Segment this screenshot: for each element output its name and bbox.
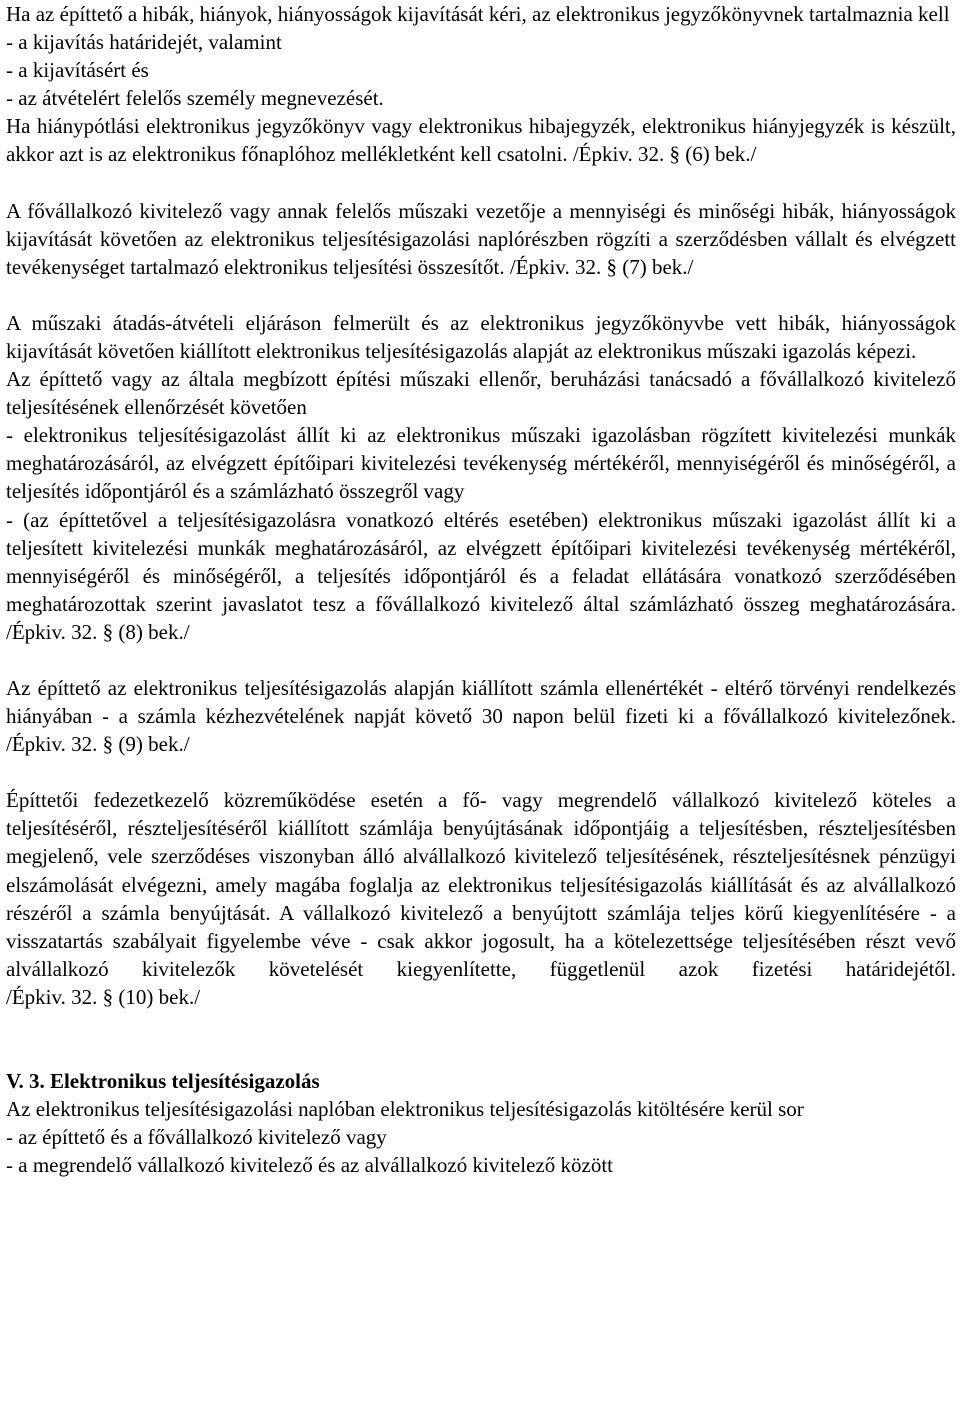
list-item-issue-technical-certificate	[6, 506, 956, 646]
list-item-contractor-subcontractor: - a megrendelő vállalkozó kivitelező és az alvállalkozó kivitelező között	[6, 1153, 614, 1178]
paragraph-defect-repair-intro: Ha az építtető a hibák, hiányok, hiányosságok kijavítását kéri, az elektronikus jegyzőkönyvnek tartalmaznia kell	[6, 2, 950, 26]
section-intro: Az elektronikus teljesítésigazolási naplóban elektronikus teljesítésigazolás kitöltésére kerül sor	[6, 1097, 804, 1122]
paragraph-escrow-manager	[6, 786, 956, 1011]
legal-reference: /Épkiv. 32. § (10) bek./	[6, 984, 201, 1009]
paragraph-payment-deadline-text: Az építtető az elektronikus teljesítésigazolás alapján kiállított számla ellenértékét - eltérő törvényi rendelkezés hiányában - a számla kézhezvételének napját követő 30 napon belül fizeti ki a fővállalkozó kivitelezőnek.	[6, 675, 956, 729]
paragraph-payment-deadline	[6, 674, 956, 758]
paragraph-inspector-duties: Az építtető vagy az általa megbízott építési műszaki ellenőr, beruházási tanácsadó a fővállalkozó kivitelező teljesítésének ellenőrzését követően	[6, 367, 956, 420]
legal-reference: /Épkiv. 32. § (8) bek./	[6, 619, 190, 644]
list-item-issue-certificate: - elektronikus teljesítésigazolást állít ki az elektronikus műszaki igazolásban rögzített kivitelezési munkák meghatározásáról, az elvégzett építőipari kivitelezési tevékenység mértékéről, mennyiségéről és minőségéről, a teljesítés időpontjáról és a számlázható összegről vagy	[6, 423, 956, 504]
legal-reference: /Épkiv. 32. § (7) bek./	[509, 254, 694, 279]
list-item-acceptance-responsible: - az átvételért felelős személy megnevezését.	[6, 86, 384, 111]
section-heading: V. 3. Elektronikus teljesítésigazolás	[6, 1069, 320, 1093]
list-item-issue-technical-certificate-text: - (az építtetővel a teljesítésigazolásra vonatkozó eltérés esetében) elektronikus műszaki igazolást állít ki a teljesített kivitelezési munkák meghatározásáról, az elvégzett építőipari kivitelezési tevékenység mértékéről, mennyiségéről és minőségéről, a teljesítés időpontjáról és a feladat ellátására vonatkozó szerződésében meghatározottak szerint javaslatot tesz a fővállalkozó kivitelező által számlázható összeg meghatározására.	[6, 507, 956, 616]
list-item-repair-responsible: - a kijavításért és	[6, 58, 149, 83]
paragraph-performance-summary-text: A fővállalkozó kivitelező vagy annak felelős műszaki vezetője a mennyiségi és minőségi hibák, hiányosságok kijavítását követően az elektronikus teljesítésigazolási naplórészben rögzíti a szerződésben vállalt és elvégzett tevékenységet tartalmazó elektronikus teljesítési összesítőt.	[6, 198, 956, 279]
paragraph-escrow-manager-text: Építtetői fedezetkezelő közreműködése esetén a fő- vagy megrendelő vállalkozó kivitelező köteles a teljesítéséről, részteljesítéséről kiállított számlája benyújtásának időpontjáig a teljesítésben, részteljesítésben megjelenő, vele szerződéses viszonyban álló alvállalkozó kivitelező teljesítésének, részteljesítésnek pénzügyi elszámolását elvégezni, amely magába foglalja az elektronikus teljesítésigazolás kiállítását és az alvállalkozó részéről a számla benyújtását. A vállalkozó kivitelező a benyújtott számlája teljes körű kiegyenlítésére - a visszatartás szabályait figyelembe véve - csak akkor jogosult, ha a kötelezettsége teljesítésében részt vevő alvállalkozó kivitelezők követelését kiegyenlítette, függetlenül azok fizetési határidejétől.	[6, 788, 956, 981]
list-item-client-contractor: - az építtető és a fővállalkozó kivitelező vagy	[6, 1125, 387, 1150]
legal-reference: /Épkiv. 32. § (9) bek./	[6, 732, 190, 757]
paragraph-performance-summary	[6, 197, 956, 281]
legal-reference: /Épkiv. 32. § (6) bek./	[572, 142, 757, 167]
paragraph-attachment-text: Ha hiánypótlási elektronikus jegyzőkönyv vagy elektronikus hibajegyzék, elektronikus hiányjegyzék is készült, akkor azt is az elektronikus főnaplóhoz mellékletként kell csatolni.	[6, 114, 956, 167]
list-item-deadline: - a kijavítás határidejét, valamint	[6, 30, 282, 55]
document-page	[6, 0, 956, 1179]
paragraph-technical-certificate: A műszaki átadás-átvételi eljáráson felmerült és az elektronikus jegyzőkönyvbe vett hibák, hiányosságok kijavítását követően kiállított elektronikus teljesítésigazolás alapját az elektronikus műszaki igazolás képezi.	[6, 310, 956, 363]
paragraph-attachment-rule	[6, 112, 956, 168]
